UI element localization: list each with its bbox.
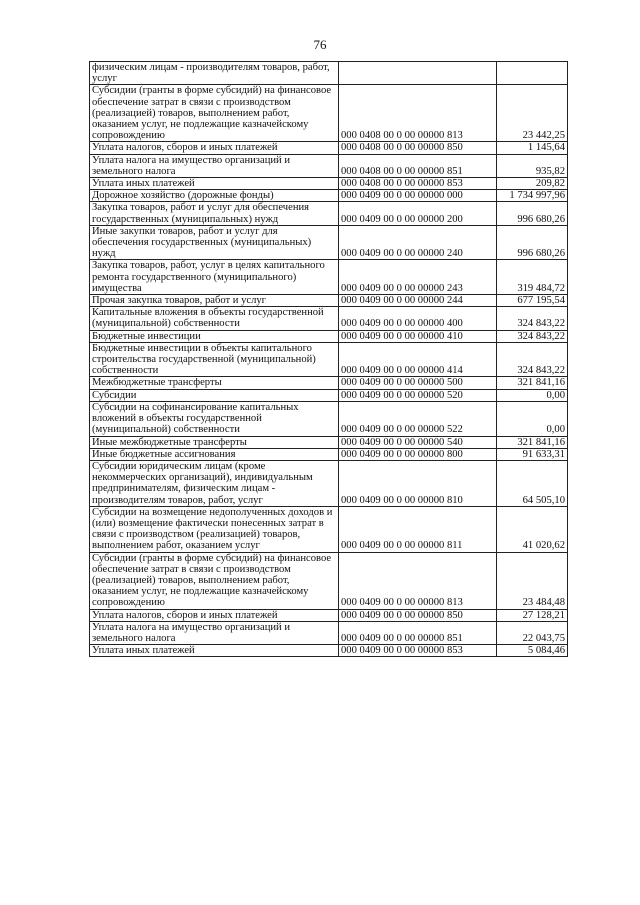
table-row	[90, 401, 568, 436]
amount-cell: 0,00	[497, 401, 568, 436]
expense-name-cell: Уплата иных платежей	[90, 178, 339, 190]
table-row	[90, 506, 568, 552]
table-row	[90, 202, 568, 225]
amount-cell: 324 843,22	[497, 342, 568, 377]
expense-name-cell: Прочая закупка товаров, работ и услуг	[90, 295, 339, 307]
table-row	[90, 436, 568, 448]
amount-cell: 41 020,62	[497, 506, 568, 552]
budget-code-cell: 000 0408 00 0 00 00000 813	[339, 85, 497, 142]
amount-cell: 27 128,21	[497, 609, 568, 621]
budget-code-cell: 000 0409 00 0 00 00000 000	[339, 190, 497, 202]
table-row	[90, 389, 568, 401]
amount-cell	[497, 62, 568, 85]
amount-cell: 996 680,26	[497, 202, 568, 225]
expense-name-cell: Закупка товаров, работ и услуг для обеспечения государственных (муниципальных) нужд	[90, 202, 339, 225]
table-row	[90, 342, 568, 377]
table-row	[90, 295, 568, 307]
table-row	[90, 609, 568, 621]
expense-name-cell: Иные бюджетные ассигнования	[90, 448, 339, 460]
table-row	[90, 225, 568, 260]
table-row	[90, 142, 568, 154]
expense-name-cell: физическим лицам - производителям товаров, работ, услуг	[90, 62, 339, 85]
table-row	[90, 62, 568, 85]
budget-code-cell: 000 0409 00 0 00 00000 811	[339, 506, 497, 552]
budget-table	[89, 61, 568, 657]
table-row	[90, 448, 568, 460]
expense-name-cell: Уплата налогов, сборов и иных платежей	[90, 142, 339, 154]
amount-cell: 22 043,75	[497, 621, 568, 644]
budget-code-cell: 000 0409 00 0 00 00000 810	[339, 460, 497, 506]
expense-name-cell: Капитальные вложения в объекты государственной (муниципальной) собственности	[90, 307, 339, 330]
expense-name-cell: Уплата налога на имущество организаций и земельного налога	[90, 621, 339, 644]
table-row	[90, 85, 568, 142]
budget-code-cell: 000 0409 00 0 00 00000 522	[339, 401, 497, 436]
budget-code-cell: 000 0409 00 0 00 00000 800	[339, 448, 497, 460]
table-row	[90, 260, 568, 295]
table-row	[90, 645, 568, 657]
budget-code-cell: 000 0409 00 0 00 00000 850	[339, 609, 497, 621]
expense-name-cell: Субсидии на возмещение недополученных доходов и (или) возмещение фактически понесенных затрат в связи с производством (реализацией) товаров, выполнением работ, оказанием услуг	[90, 506, 339, 552]
table-row	[90, 178, 568, 190]
budget-code-cell: 000 0409 00 0 00 00000 851	[339, 621, 497, 644]
expense-name-cell: Субсидии	[90, 389, 339, 401]
expense-name-cell: Уплата налога на имущество организаций и земельного налога	[90, 154, 339, 177]
expense-name-cell: Субсидии юридическим лицам (кроме некоммерческих организаций), индивидуальным предпринимателям, физическим лицам - производителям товаров, работ, услуг	[90, 460, 339, 506]
budget-code-cell: 000 0409 00 0 00 00000 244	[339, 295, 497, 307]
expense-name-cell: Уплата налогов, сборов и иных платежей	[90, 609, 339, 621]
expense-name-cell: Закупка товаров, работ, услуг в целях капитального ремонта государственного (муниципального) имущества	[90, 260, 339, 295]
amount-cell: 321 841,16	[497, 436, 568, 448]
amount-cell: 677 195,54	[497, 295, 568, 307]
budget-code-cell: 000 0408 00 0 00 00000 851	[339, 154, 497, 177]
budget-code-cell: 000 0409 00 0 00 00000 540	[339, 436, 497, 448]
expense-name-cell: Субсидии (гранты в форме субсидий) на финансовое обеспечение затрат в связи с производством (реализацией) товаров, выполнением работ, оказанием услуг, не подлежащие казначейскому сопровождению	[90, 552, 339, 609]
amount-cell: 1 734 997,96	[497, 190, 568, 202]
expense-name-cell: Иные закупки товаров, работ и услуг для обеспечения государственных (муниципальных) нужд	[90, 225, 339, 260]
budget-code-cell: 000 0408 00 0 00 00000 853	[339, 178, 497, 190]
table-row	[90, 190, 568, 202]
amount-cell: 209,82	[497, 178, 568, 190]
budget-code-cell: 000 0409 00 0 00 00000 520	[339, 389, 497, 401]
table-row	[90, 154, 568, 177]
expense-name-cell: Бюджетные инвестиции в объекты капитального строительства государственной (муниципальной) собственности	[90, 342, 339, 377]
budget-code-cell: 000 0408 00 0 00 00000 850	[339, 142, 497, 154]
budget-code-cell: 000 0409 00 0 00 00000 813	[339, 552, 497, 609]
expense-name-cell: Субсидии (гранты в форме субсидий) на финансовое обеспечение затрат в связи с производством (реализацией) товаров, выполнением работ, оказанием услуг, не подлежащие казначейскому сопровождению	[90, 85, 339, 142]
amount-cell: 5 084,46	[497, 645, 568, 657]
table-row	[90, 377, 568, 389]
expense-name-cell: Бюджетные инвестиции	[90, 330, 339, 342]
amount-cell: 996 680,26	[497, 225, 568, 260]
budget-table-body	[90, 62, 568, 657]
amount-cell: 23 442,25	[497, 85, 568, 142]
expense-name-cell: Дорожное хозяйство (дорожные фонды)	[90, 190, 339, 202]
table-row	[90, 307, 568, 330]
amount-cell: 324 843,22	[497, 307, 568, 330]
table-row	[90, 460, 568, 506]
budget-code-cell: 000 0409 00 0 00 00000 410	[339, 330, 497, 342]
expense-name-cell: Уплата иных платежей	[90, 645, 339, 657]
amount-cell: 321 841,16	[497, 377, 568, 389]
page-number: 76	[313, 37, 327, 52]
table-row	[90, 330, 568, 342]
amount-cell: 324 843,22	[497, 330, 568, 342]
amount-cell: 0,00	[497, 389, 568, 401]
table-row	[90, 621, 568, 644]
budget-code-cell: 000 0409 00 0 00 00000 400	[339, 307, 497, 330]
budget-code-cell: 000 0409 00 0 00 00000 500	[339, 377, 497, 389]
budget-code-cell	[339, 62, 497, 85]
amount-cell: 319 484,72	[497, 260, 568, 295]
amount-cell: 935,82	[497, 154, 568, 177]
budget-code-cell: 000 0409 00 0 00 00000 243	[339, 260, 497, 295]
expense-name-cell: Субсидии на софинансирование капитальных вложений в объекты государственной (муниципальной) собственности	[90, 401, 339, 436]
amount-cell: 64 505,10	[497, 460, 568, 506]
expense-name-cell: Иные межбюджетные трансферты	[90, 436, 339, 448]
budget-code-cell: 000 0409 00 0 00 00000 240	[339, 225, 497, 260]
budget-code-cell: 000 0409 00 0 00 00000 200	[339, 202, 497, 225]
amount-cell: 91 633,31	[497, 448, 568, 460]
expense-name-cell: Межбюджетные трансферты	[90, 377, 339, 389]
amount-cell: 23 484,48	[497, 552, 568, 609]
table-row	[90, 552, 568, 609]
amount-cell: 1 145,64	[497, 142, 568, 154]
budget-code-cell: 000 0409 00 0 00 00000 414	[339, 342, 497, 377]
budget-code-cell: 000 0409 00 0 00 00000 853	[339, 645, 497, 657]
